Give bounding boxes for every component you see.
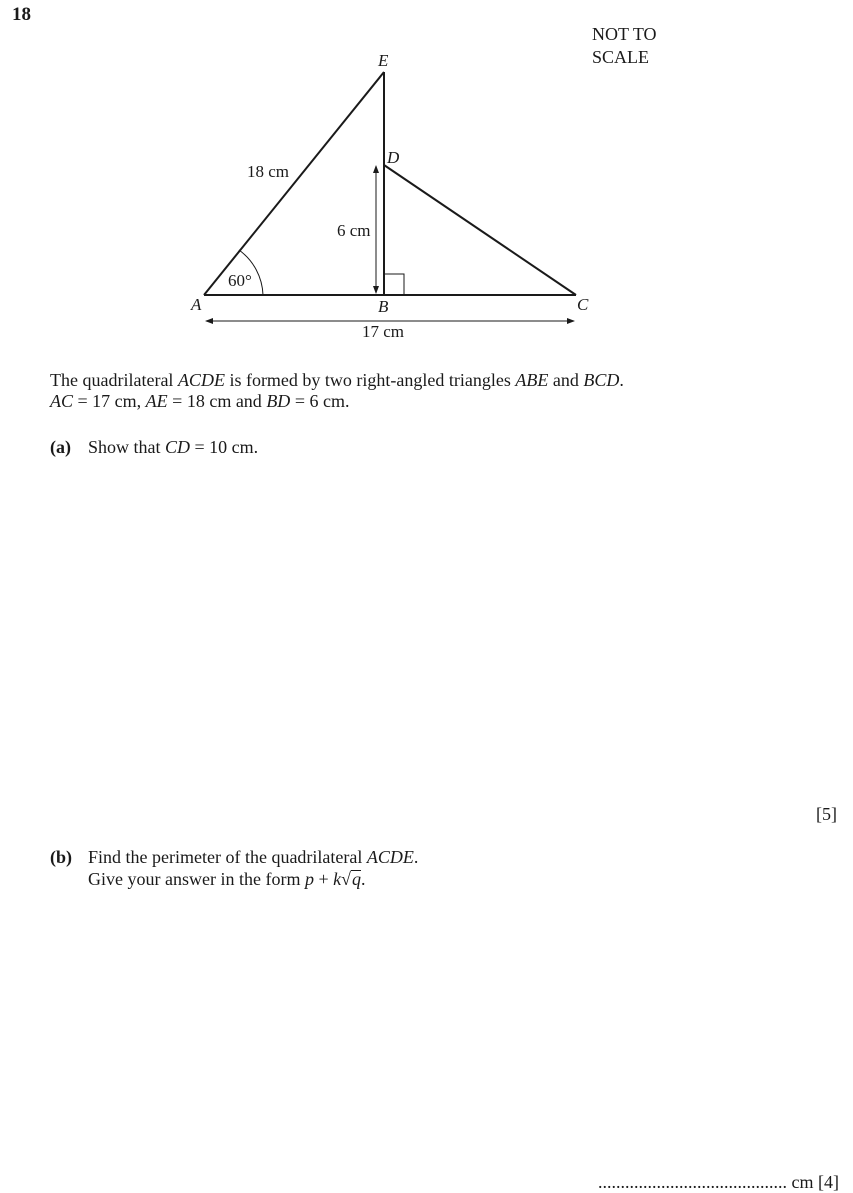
intro-text: = 18 cm and	[167, 391, 267, 411]
right-angle-mark	[384, 274, 404, 295]
intro-math: ACDE	[177, 370, 225, 390]
vertex-label-a: A	[191, 295, 202, 314]
intro-text: The quadrilateral	[50, 370, 178, 390]
intro-math: AC	[50, 391, 74, 411]
intro-text: and	[548, 370, 584, 390]
quadrilateral-diagram	[0, 0, 853, 360]
part-a-math: CD	[165, 437, 191, 457]
part-a-text: Show that	[88, 437, 166, 457]
sqrt-icon: √	[341, 869, 351, 889]
part-a-label: (a)	[50, 437, 71, 457]
intro-text: = 6 cm.	[290, 391, 350, 411]
vertex-label-d: D	[387, 148, 400, 167]
label-ae-length: 18 cm	[247, 162, 290, 181]
part-b-line-1	[50, 846, 418, 868]
label-angle-a: 60°	[228, 271, 252, 290]
intro-math: BD	[266, 391, 291, 411]
math-k: k	[333, 869, 342, 889]
question-number: 18	[12, 4, 31, 25]
answer-dots[interactable]: ..........................................	[598, 1172, 787, 1192]
intro-math: ABE	[515, 370, 549, 390]
part-b-math: ACDE	[366, 847, 414, 867]
part-a-text: = 10 cm.	[190, 437, 259, 457]
intro-math: BCD	[583, 370, 620, 390]
math-q: q	[352, 869, 361, 889]
part-b-text: .	[361, 869, 366, 889]
part-b-text: .	[413, 847, 419, 867]
math-plus: +	[313, 869, 334, 889]
part-b-text: Give your answer in the form	[88, 869, 305, 889]
intro-text: = 17 cm,	[73, 391, 146, 411]
part-b-text: Find the perimeter of the quadrilateral	[88, 847, 367, 867]
intro-text: is formed by two right-angled triangles	[224, 370, 516, 390]
side-dc	[384, 165, 576, 295]
vertex-label-e: E	[378, 51, 389, 70]
label-ac-length: 17 cm	[362, 322, 405, 341]
question-intro	[50, 370, 624, 412]
intro-text: .	[619, 370, 624, 390]
part-b-line-2	[50, 868, 418, 890]
part-b	[50, 846, 418, 890]
part-b-label: (b)	[50, 847, 72, 867]
vertex-label-b: B	[378, 297, 389, 316]
label-bd-length: 6 cm	[337, 221, 371, 240]
not-to-scale-line-1: NOT TO	[592, 24, 657, 44]
answer-line	[598, 1172, 839, 1193]
vertex-label-c: C	[577, 295, 589, 314]
part-b-marks: [4]	[813, 1172, 839, 1192]
answer-unit: cm	[787, 1172, 814, 1192]
side-ae	[204, 72, 384, 295]
part-a	[50, 436, 258, 458]
intro-line-2	[50, 391, 624, 412]
not-to-scale-line-2: SCALE	[592, 47, 650, 67]
math-p: p	[304, 869, 314, 889]
part-a-marks: [5]	[816, 804, 837, 824]
intro-math: AE	[145, 391, 168, 411]
intro-line-1	[50, 370, 624, 391]
